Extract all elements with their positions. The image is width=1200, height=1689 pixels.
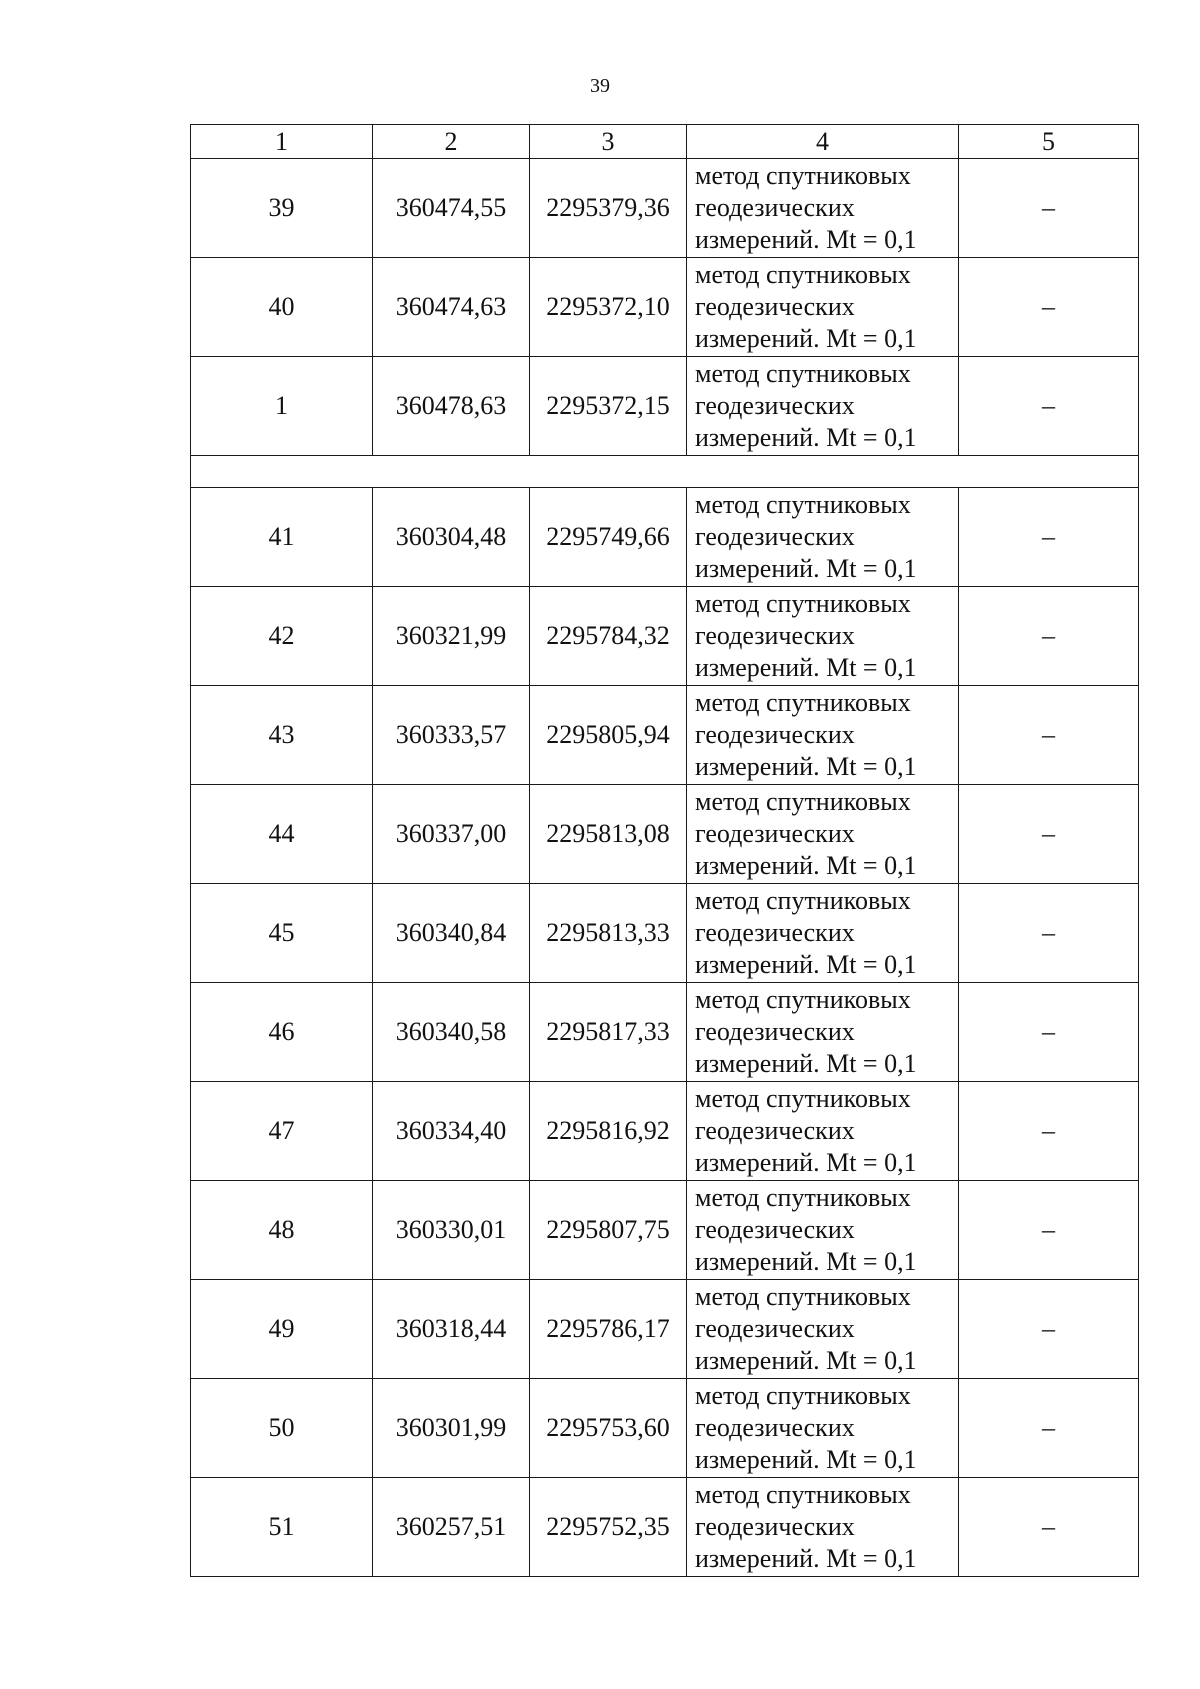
y-coordinate-cell: 2295807,75 — [530, 1181, 687, 1280]
method-text-line: метод спутниковых — [695, 490, 911, 519]
method-text-line: метод спутниковых — [695, 359, 911, 388]
header-cell-1: 1 — [191, 125, 373, 159]
method-text-line: геодезических — [695, 621, 855, 650]
method-text-line: измерений. Mt = 0,1 — [695, 1346, 917, 1375]
header-cell-5: 5 — [959, 125, 1139, 159]
method-text-line: измерений. Mt = 0,1 — [695, 653, 917, 682]
point-number-cell: 51 — [191, 1478, 373, 1577]
method-cell — [687, 357, 959, 456]
y-coordinate-cell: 2295813,33 — [530, 884, 687, 983]
table-row — [191, 1478, 1139, 1577]
table-row — [191, 785, 1139, 884]
method-cell — [687, 587, 959, 686]
table-row — [191, 159, 1139, 258]
table-row — [191, 258, 1139, 357]
note-cell: – — [959, 983, 1139, 1082]
method-text-line: геодезических — [695, 1116, 855, 1145]
method-text-line: измерений. Mt = 0,1 — [695, 1049, 917, 1078]
y-coordinate-cell: 2295752,35 — [530, 1478, 687, 1577]
y-coordinate-cell: 2295749,66 — [530, 488, 687, 587]
point-number-cell: 43 — [191, 686, 373, 785]
x-coordinate-cell: 360333,57 — [373, 686, 530, 785]
method-text-line: метод спутниковых — [695, 260, 911, 289]
method-text-line: измерений. Mt = 0,1 — [695, 1148, 917, 1177]
group-separator-row — [191, 456, 1139, 488]
method-text-line: геодезических — [695, 918, 855, 947]
method-cell — [687, 884, 959, 983]
table-row — [191, 686, 1139, 785]
method-text-line: измерений. Mt = 0,1 — [695, 225, 917, 254]
point-number-cell: 44 — [191, 785, 373, 884]
method-text-line: геодезических — [695, 292, 855, 321]
method-text-line: метод спутниковых — [695, 1480, 911, 1509]
x-coordinate-cell: 360334,40 — [373, 1082, 530, 1181]
y-coordinate-cell: 2295784,32 — [530, 587, 687, 686]
y-coordinate-cell: 2295372,10 — [530, 258, 687, 357]
method-cell — [687, 1478, 959, 1577]
point-number-cell: 41 — [191, 488, 373, 587]
note-cell: – — [959, 488, 1139, 587]
method-text-line: метод спутниковых — [695, 589, 911, 618]
header-row — [191, 125, 1139, 159]
y-coordinate-cell: 2295372,15 — [530, 357, 687, 456]
method-cell — [687, 785, 959, 884]
method-cell — [687, 159, 959, 258]
x-coordinate-cell: 360474,63 — [373, 258, 530, 357]
method-cell — [687, 1280, 959, 1379]
separator-cell — [191, 456, 1139, 488]
method-text-line: геодезических — [695, 391, 855, 420]
point-number-cell: 46 — [191, 983, 373, 1082]
method-text-line: измерений. Mt = 0,1 — [695, 554, 917, 583]
method-text-line: метод спутниковых — [695, 985, 911, 1014]
method-text-line: измерений. Mt = 0,1 — [695, 324, 917, 353]
method-text-line: геодезических — [695, 1413, 855, 1442]
method-text-line: геодезических — [695, 1017, 855, 1046]
method-cell — [687, 258, 959, 357]
x-coordinate-cell: 360478,63 — [373, 357, 530, 456]
x-coordinate-cell: 360257,51 — [373, 1478, 530, 1577]
header-cell-3: 3 — [530, 125, 687, 159]
method-text-line: измерений. Mt = 0,1 — [695, 1247, 917, 1276]
note-cell: – — [959, 785, 1139, 884]
note-cell: – — [959, 1082, 1139, 1181]
table-body — [191, 125, 1139, 1577]
method-text-line: измерений. Mt = 0,1 — [695, 1544, 917, 1573]
x-coordinate-cell: 360340,84 — [373, 884, 530, 983]
table-row — [191, 357, 1139, 456]
table-row — [191, 1181, 1139, 1280]
x-coordinate-cell: 360304,48 — [373, 488, 530, 587]
method-cell — [687, 1379, 959, 1478]
y-coordinate-cell: 2295817,33 — [530, 983, 687, 1082]
table-row — [191, 1379, 1139, 1478]
note-cell: – — [959, 1181, 1139, 1280]
note-cell: – — [959, 1379, 1139, 1478]
table-row — [191, 488, 1139, 587]
point-number-cell: 49 — [191, 1280, 373, 1379]
method-cell — [687, 1082, 959, 1181]
method-text-line: геодезических — [695, 1512, 855, 1541]
table-row — [191, 1082, 1139, 1181]
point-number-cell: 50 — [191, 1379, 373, 1478]
note-cell: – — [959, 258, 1139, 357]
method-text-line: метод спутниковых — [695, 886, 911, 915]
point-number-cell: 40 — [191, 258, 373, 357]
method-text-line: геодезических — [695, 193, 855, 222]
method-text-line: метод спутниковых — [695, 688, 911, 717]
method-text-line: геодезических — [695, 1215, 855, 1244]
x-coordinate-cell: 360330,01 — [373, 1181, 530, 1280]
method-text-line: метод спутниковых — [695, 1381, 911, 1410]
x-coordinate-cell: 360474,55 — [373, 159, 530, 258]
coordinates-table — [190, 124, 1139, 1577]
point-number-cell: 42 — [191, 587, 373, 686]
y-coordinate-cell: 2295816,92 — [530, 1082, 687, 1181]
x-coordinate-cell: 360301,99 — [373, 1379, 530, 1478]
header-cell-4: 4 — [687, 125, 959, 159]
x-coordinate-cell: 360337,00 — [373, 785, 530, 884]
header-cell-2: 2 — [373, 125, 530, 159]
x-coordinate-cell: 360318,44 — [373, 1280, 530, 1379]
method-text-line: метод спутниковых — [695, 787, 911, 816]
table-row — [191, 1280, 1139, 1379]
y-coordinate-cell: 2295805,94 — [530, 686, 687, 785]
method-text-line: метод спутниковых — [695, 1282, 911, 1311]
page-number: 39 — [590, 75, 610, 97]
method-cell — [687, 488, 959, 587]
y-coordinate-cell: 2295813,08 — [530, 785, 687, 884]
note-cell: – — [959, 357, 1139, 456]
method-text-line: измерений. Mt = 0,1 — [695, 423, 917, 452]
method-cell — [687, 983, 959, 1082]
y-coordinate-cell: 2295786,17 — [530, 1280, 687, 1379]
method-text-line: измерений. Mt = 0,1 — [695, 950, 917, 979]
table-row — [191, 983, 1139, 1082]
method-text-line: метод спутниковых — [695, 1084, 911, 1113]
x-coordinate-cell: 360340,58 — [373, 983, 530, 1082]
method-cell — [687, 686, 959, 785]
note-cell: – — [959, 884, 1139, 983]
note-cell: – — [959, 159, 1139, 258]
method-text-line: геодезических — [695, 522, 855, 551]
x-coordinate-cell: 360321,99 — [373, 587, 530, 686]
method-text-line: метод спутниковых — [695, 1183, 911, 1212]
method-cell — [687, 1181, 959, 1280]
point-number-cell: 1 — [191, 357, 373, 456]
note-cell: – — [959, 1478, 1139, 1577]
method-text-line: метод спутниковых — [695, 161, 911, 190]
point-number-cell: 45 — [191, 884, 373, 983]
table-row — [191, 884, 1139, 983]
point-number-cell: 48 — [191, 1181, 373, 1280]
point-number-cell: 47 — [191, 1082, 373, 1181]
note-cell: – — [959, 686, 1139, 785]
y-coordinate-cell: 2295379,36 — [530, 159, 687, 258]
method-text-line: геодезических — [695, 1314, 855, 1343]
table-row — [191, 587, 1139, 686]
method-text-line: измерений. Mt = 0,1 — [695, 851, 917, 880]
method-text-line: геодезических — [695, 819, 855, 848]
y-coordinate-cell: 2295753,60 — [530, 1379, 687, 1478]
method-text-line: геодезических — [695, 720, 855, 749]
note-cell: – — [959, 1280, 1139, 1379]
method-text-line: измерений. Mt = 0,1 — [695, 1445, 917, 1474]
note-cell: – — [959, 587, 1139, 686]
point-number-cell: 39 — [191, 159, 373, 258]
method-text-line: измерений. Mt = 0,1 — [695, 752, 917, 781]
